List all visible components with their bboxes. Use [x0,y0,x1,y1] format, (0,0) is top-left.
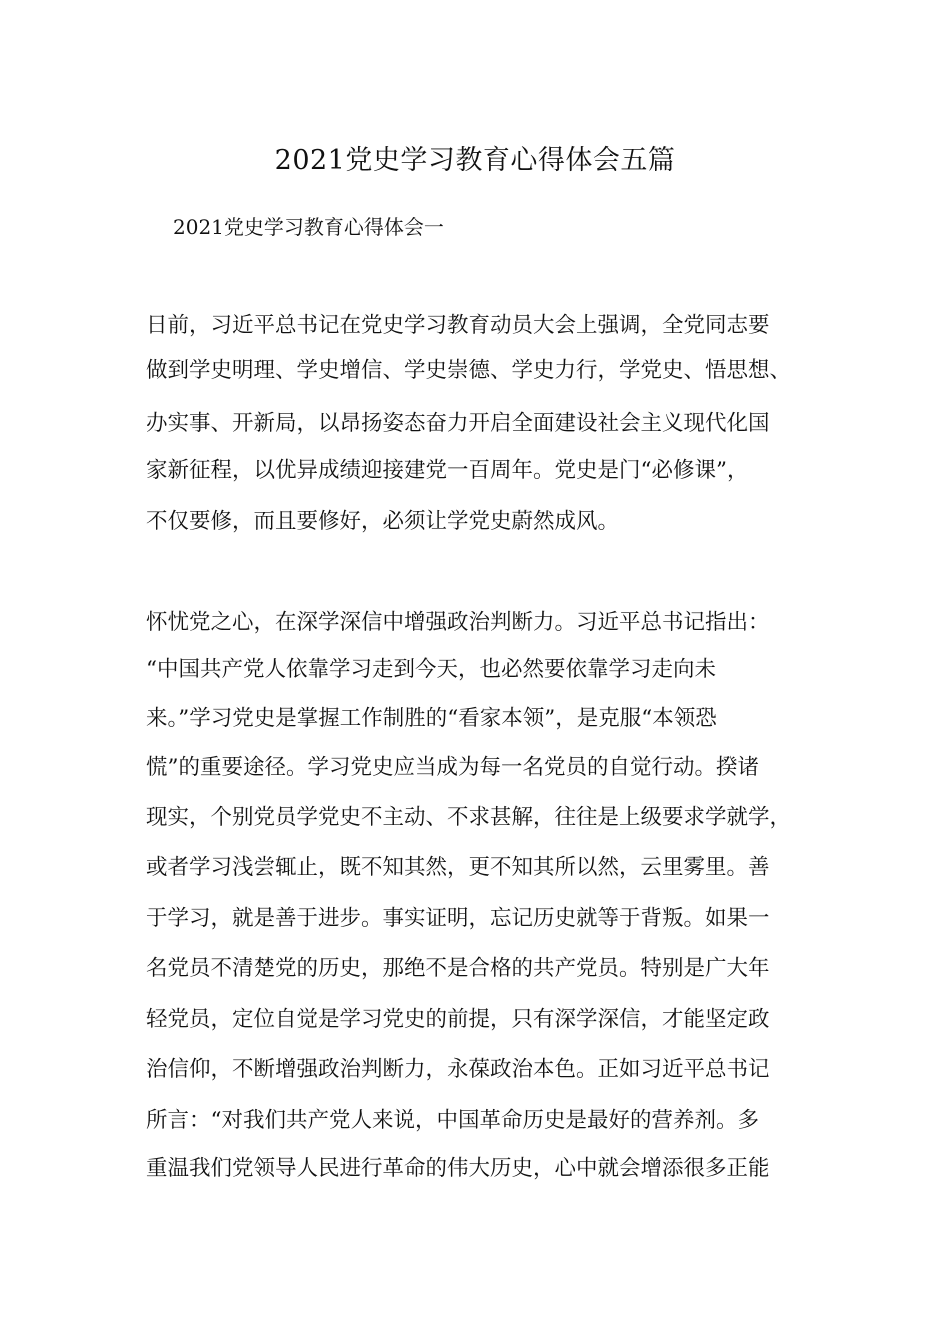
paragraph-line: 治信仰，不断增强政治判断力，永葆政治本色。正如习近平总书记 [146,1057,770,1082]
paragraph-line: 办实事、开新局，以昂扬姿态奋力开启全面建设社会主义现代化国 [146,411,770,436]
paragraph-line: 做到学史明理、学史增信、学史崇德、学史力行，学党史、悟思想、 [146,358,792,383]
paragraph-line: 现实，个别党员学党史不主动、不求甚解，往往是上级要求学就学， [146,805,792,830]
paragraph-line: 所言：“对我们共产党人来说，中国革命历史是最好的营养剂。多 [146,1108,759,1133]
paragraph-line: 来。”学习党史是掌握工作制胜的“看家本领”，是克服“本领恐 [146,706,717,731]
paragraph-line: 慌”的重要途径。学习党史应当成为每一名党员的自觉行动。揆诸 [146,755,759,780]
paragraph-line: 怀忧党之心，在深学深信中增强政治判断力。习近平总书记指出： [146,610,770,635]
document-title: 2021党史学习教育心得体会五篇 [274,145,676,176]
paragraph-line: 名党员不清楚党的历史，那绝不是合格的共产党员。特别是广大年 [146,956,770,981]
paragraph-line: 家新征程，以优异成绩迎接建党一百周年。党史是门“必修课”， [146,458,749,483]
paragraph-line: 或者学习浅尝辄止，既不知其然，更不知其所以然，云里雾里。善 [146,855,770,880]
paragraph-line: 不仅要修，而且要修好，必须让学党史蔚然成风。 [146,509,620,534]
paragraph-line: 于学习，就是善于进步。事实证明，忘记历史就等于背叛。如果一 [146,906,770,931]
paragraph-line: 日前，习近平总书记在党史学习教育动员大会上强调，全党同志要 [146,313,770,338]
paragraph-line: 重温我们党领导人民进行革命的伟大历史，心中就会增添很多正能 [146,1156,770,1181]
paragraph-line: “中国共产党人依靠学习走到今天，也必然要依靠学习走向未 [146,657,716,682]
paragraph-line: 轻党员，定位自觉是学习党史的前提，只有深学深信，才能坚定政 [146,1007,770,1032]
section-heading: 2021党史学习教育心得体会一 [173,215,444,239]
